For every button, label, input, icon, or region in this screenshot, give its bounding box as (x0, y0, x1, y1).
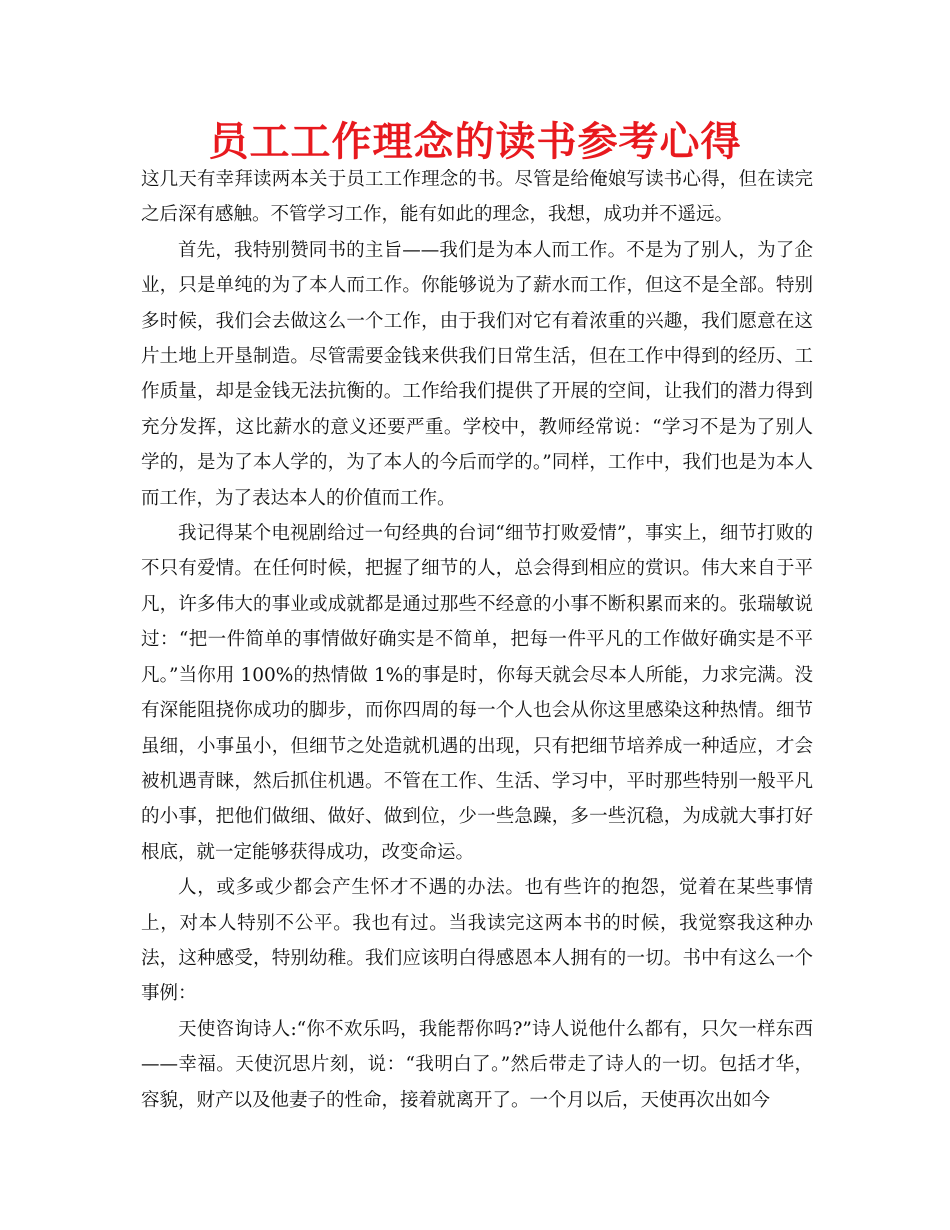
paragraph-working-for-self: 首先，我特别赞同书的主旨——我们是为本人而工作。不是为了别人，为了企业，只是单纯的为了本人而工作。你能够说为了薪水而工作，但这不是全部。特别多时候，我们会去做这么一个工作，由于我们对它有着浓重的兴趣，我们愿意在这片土地上开垦制造。尽管需要金钱来供我们日常生活，但在工作中得到的经历、工作质量，却是金钱无法抗衡的。工作给我们提供了开展的空间，让我们的潜力得到充分发挥，这比薪水的意义还要严重。学校中，教师经常说：“学习不是为了别人学的，是为了本人学的，为了本人的今后而学的。”同样，工作中，我们也是为本人而工作，为了表达本人的价值而工作。 (141, 239, 813, 509)
paragraph-angel-story: 天使咨询诗人:“你不欢乐吗，我能帮你吗?”诗人说他什么都有，只欠一样东西——幸福。天使沉思片刻，说：“我明白了。”然后带走了诗人的一切。包括才华，容貌，财产以及他妻子的性命，接着就离开了。一个月以后，天使再次出如今 (141, 1018, 813, 1111)
document-body (141, 162, 813, 1118)
paragraph-intro: 这几天有幸拜读两本关于员工工作理念的书。尽管是给俺娘写读书心得，但在读完之后深有感触。不管学习工作，能有如此的理念，我想，成功并不遥远。 (141, 169, 813, 226)
page-title: 员工工作理念的读书参考心得 (208, 119, 742, 165)
paragraph-details: 我记得某个电视剧给过一句经典的台词“细节打败爱情”，事实上，细节打败的不只有爱情。在任何时候，把握了细节的人，总会得到相应的赏识。伟大来自于平凡，许多伟大的事业或成就都是通过那些不经意的小事不断积累而来的。张瑞敏说过：“把一件简单的事情做好确实是不简单，把每一件平凡的工作做好确实是不平凡。”当你用 100%的热情做 1%的事是时，你每天就会尽本人所能，力求完满。没有深能阻挠你成功的脚步，而你四周的每一个人也会从你这里感染这种热情。细节虽细，小事虽小，但细节之处造就机遇的出现，只有把细节培养成一种适应，才会被机遇青睐，然后抓住机遇。不管在工作、生活、学习中，平时那些特别一般平凡的小事，把他们做细、做好、做到位，少一些急躁，多一些沉稳，为成就大事打好根底，就一定能够获得成功，改变命运。 (141, 523, 813, 863)
paragraph-gratitude: 人，或多或少都会产生怀才不遇的办法。也有些许的抱怨，觉着在某些事情上，对本人特别不公平。我也有过。当我读完这两本书的时候，我觉察我这种办法，这种感受，特别幼稚。我们应该明白得感恩本人拥有的一切。书中有这么一个事例： (141, 877, 813, 1005)
